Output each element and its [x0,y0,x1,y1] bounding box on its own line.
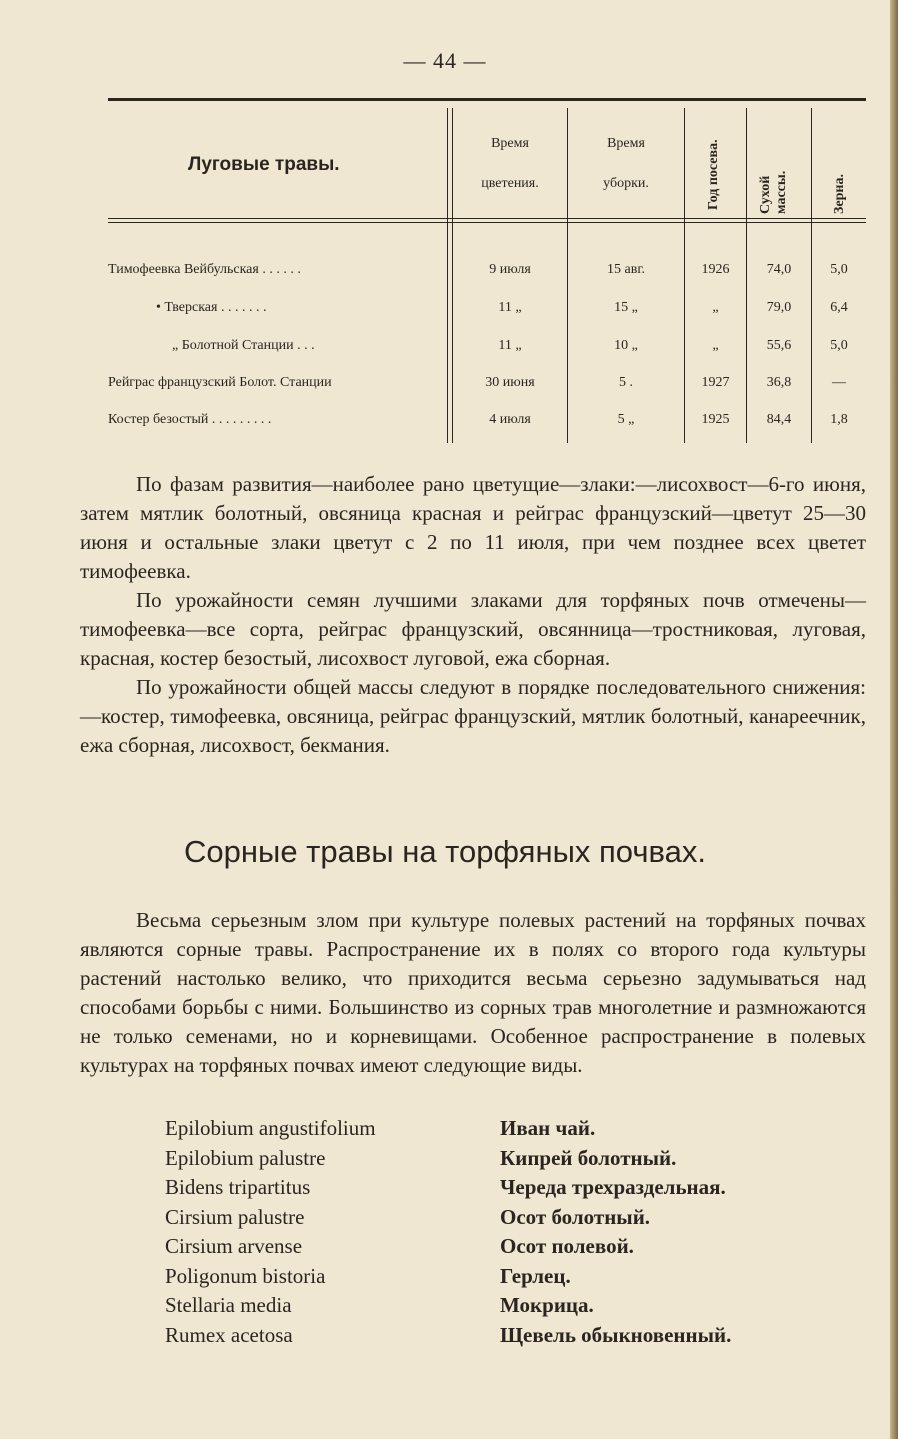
row-name: • Тверская . . . . . . . [156,300,267,315]
species-russian: Кипрей болотный. [500,1145,677,1170]
species-russian: Герлец. [500,1263,571,1288]
species-list [165,1116,805,1352]
paragraph: По урожайности общей массы следуют в порядке последовательного снижения:—костер, тимофеевка, овсяница, рейграс французский, мятлик болотный, канареечник, ежа сборная, лисохвост, бекмания. [80,675,866,757]
header-grain [832,174,848,214]
grass-table [108,98,866,443]
row-flowering: 9 июля [489,262,531,277]
row-harvest: 15 авг. [607,262,645,277]
row-grain: 5,0 [830,262,848,277]
species-latin: Epilobium angustifolium [165,1116,376,1140]
species-russian: Череда трехраздельная. [500,1175,726,1199]
species-latin: Epilobium palustre [165,1145,326,1170]
species-russian: Щевель обыкновенный. [500,1322,732,1347]
row-grain: 5,0 [830,338,848,353]
paragraph: По фазам развития—наиболее рано цветущие—злаки:—лисохвост—6-го июня, затем мятлик болотный, овсяница красная и рейграс французский—цветут 25—30 июня и остальные злаки цветут с 2 по 11 июля, при чем позднее всех цветет тимофеевка. [80,472,866,583]
row-harvest: 10 „ [614,338,638,353]
header-flowering-line1: Время [491,136,529,151]
row-grain: — [832,375,846,390]
list-item [165,1293,805,1323]
header-flowering [453,122,567,206]
page-number: — 44 — [403,48,487,73]
table-top-rule [108,98,866,101]
row-dry: 55,6 [766,338,792,353]
row-dry: 36,8 [766,375,792,390]
header-sowing-year [706,139,722,210]
header-dry-mass-line1: Сухой [758,175,773,214]
species-russian: Осот болотный. [500,1204,651,1229]
table-title: Луговые травы. [188,154,340,175]
paragraph: По урожайности семян лучшими злаками для торфяных почв отмечены—тимофеевка—все сорта, рейграс французский, овсянница—тростниковая, луговая, красная, костер безостый, лисохвост луговой, ежа сборная. [80,588,866,670]
row-year: „ [712,300,719,315]
species-latin: Stellaria media [165,1293,292,1317]
species-russian: Мокрица. [500,1293,594,1317]
paragraph: Весьма серьезным злом при культуре полевых растений на торфяных почвах являются сорные травы. Распространение их в полях со второго года культуры растений настолько велико, что приходится весьма серьезно задумываться над способами борьбы с ними. Большинство из сорных трав многолетние и размножаются не только семенами, но и корневищами. Особенное распространение в полевых культурах на торфяных почвах имеют следующие виды. [80,908,866,1077]
list-item [165,1116,805,1146]
body-text [80,470,866,760]
row-grain: 6,4 [830,300,848,315]
section-body [80,906,866,1080]
row-flowering: 30 июня [485,375,535,390]
table-row [108,262,866,298]
row-harvest: 5 . [619,375,633,390]
table-row [108,375,866,411]
table-row [108,300,866,336]
table-row [108,338,866,374]
list-item [165,1234,805,1264]
table-row [108,412,866,448]
header-harvest-line1: Время [607,136,645,151]
section-title: Сорные травы на торфяных почвах. [184,834,706,869]
row-name: Рейграс французский Болот. Станции [108,375,332,390]
row-harvest: 15 „ [614,300,638,315]
row-flowering: 11 „ [498,300,522,315]
list-item [165,1175,805,1205]
header-flowering-line2: цветения. [481,176,539,191]
row-dry: 84,4 [766,412,792,427]
row-year: 1926 [701,262,730,277]
row-name: „ Болотной Станции . . . [172,338,315,353]
list-item [165,1264,805,1294]
page-edge [890,0,898,1439]
row-grain: 1,8 [830,412,848,427]
list-item [165,1323,805,1353]
header-rule-1 [108,218,866,219]
row-year: 1927 [701,375,730,390]
header-grain-text: Зерна. [832,174,847,214]
row-name: Тимофеевка Вейбульская . . . . . . [108,262,301,277]
species-latin: Cirsium palustre [165,1204,305,1229]
header-dry-mass-line2: массы. [774,170,789,214]
row-harvest: 5 „ [617,412,635,427]
header-harvest-line2: уборки. [603,176,649,191]
species-russian: Иван чай. [500,1116,596,1140]
species-latin: Cirsium arvense [165,1234,303,1258]
species-latin: Bidens tripartitus [165,1175,311,1199]
header-sowing-year-text: Год посева. [706,139,721,210]
list-item [165,1146,805,1176]
row-year: „ [712,338,719,353]
row-dry: 74,0 [766,262,792,277]
header-rule-2 [108,222,866,223]
row-flowering: 4 июля [489,412,531,427]
species-russian: Осот полевой. [500,1234,634,1258]
row-flowering: 11 „ [498,338,522,353]
header-dry-mass [758,171,790,214]
row-name: Костер безостый . . . . . . . . . [108,412,272,427]
species-latin: Poligonum bistoria [165,1263,326,1288]
row-year: 1925 [701,412,730,427]
species-latin: Rumex acetosa [165,1322,293,1347]
list-item [165,1205,805,1235]
row-dry: 79,0 [766,300,792,315]
header-harvest [568,122,684,206]
